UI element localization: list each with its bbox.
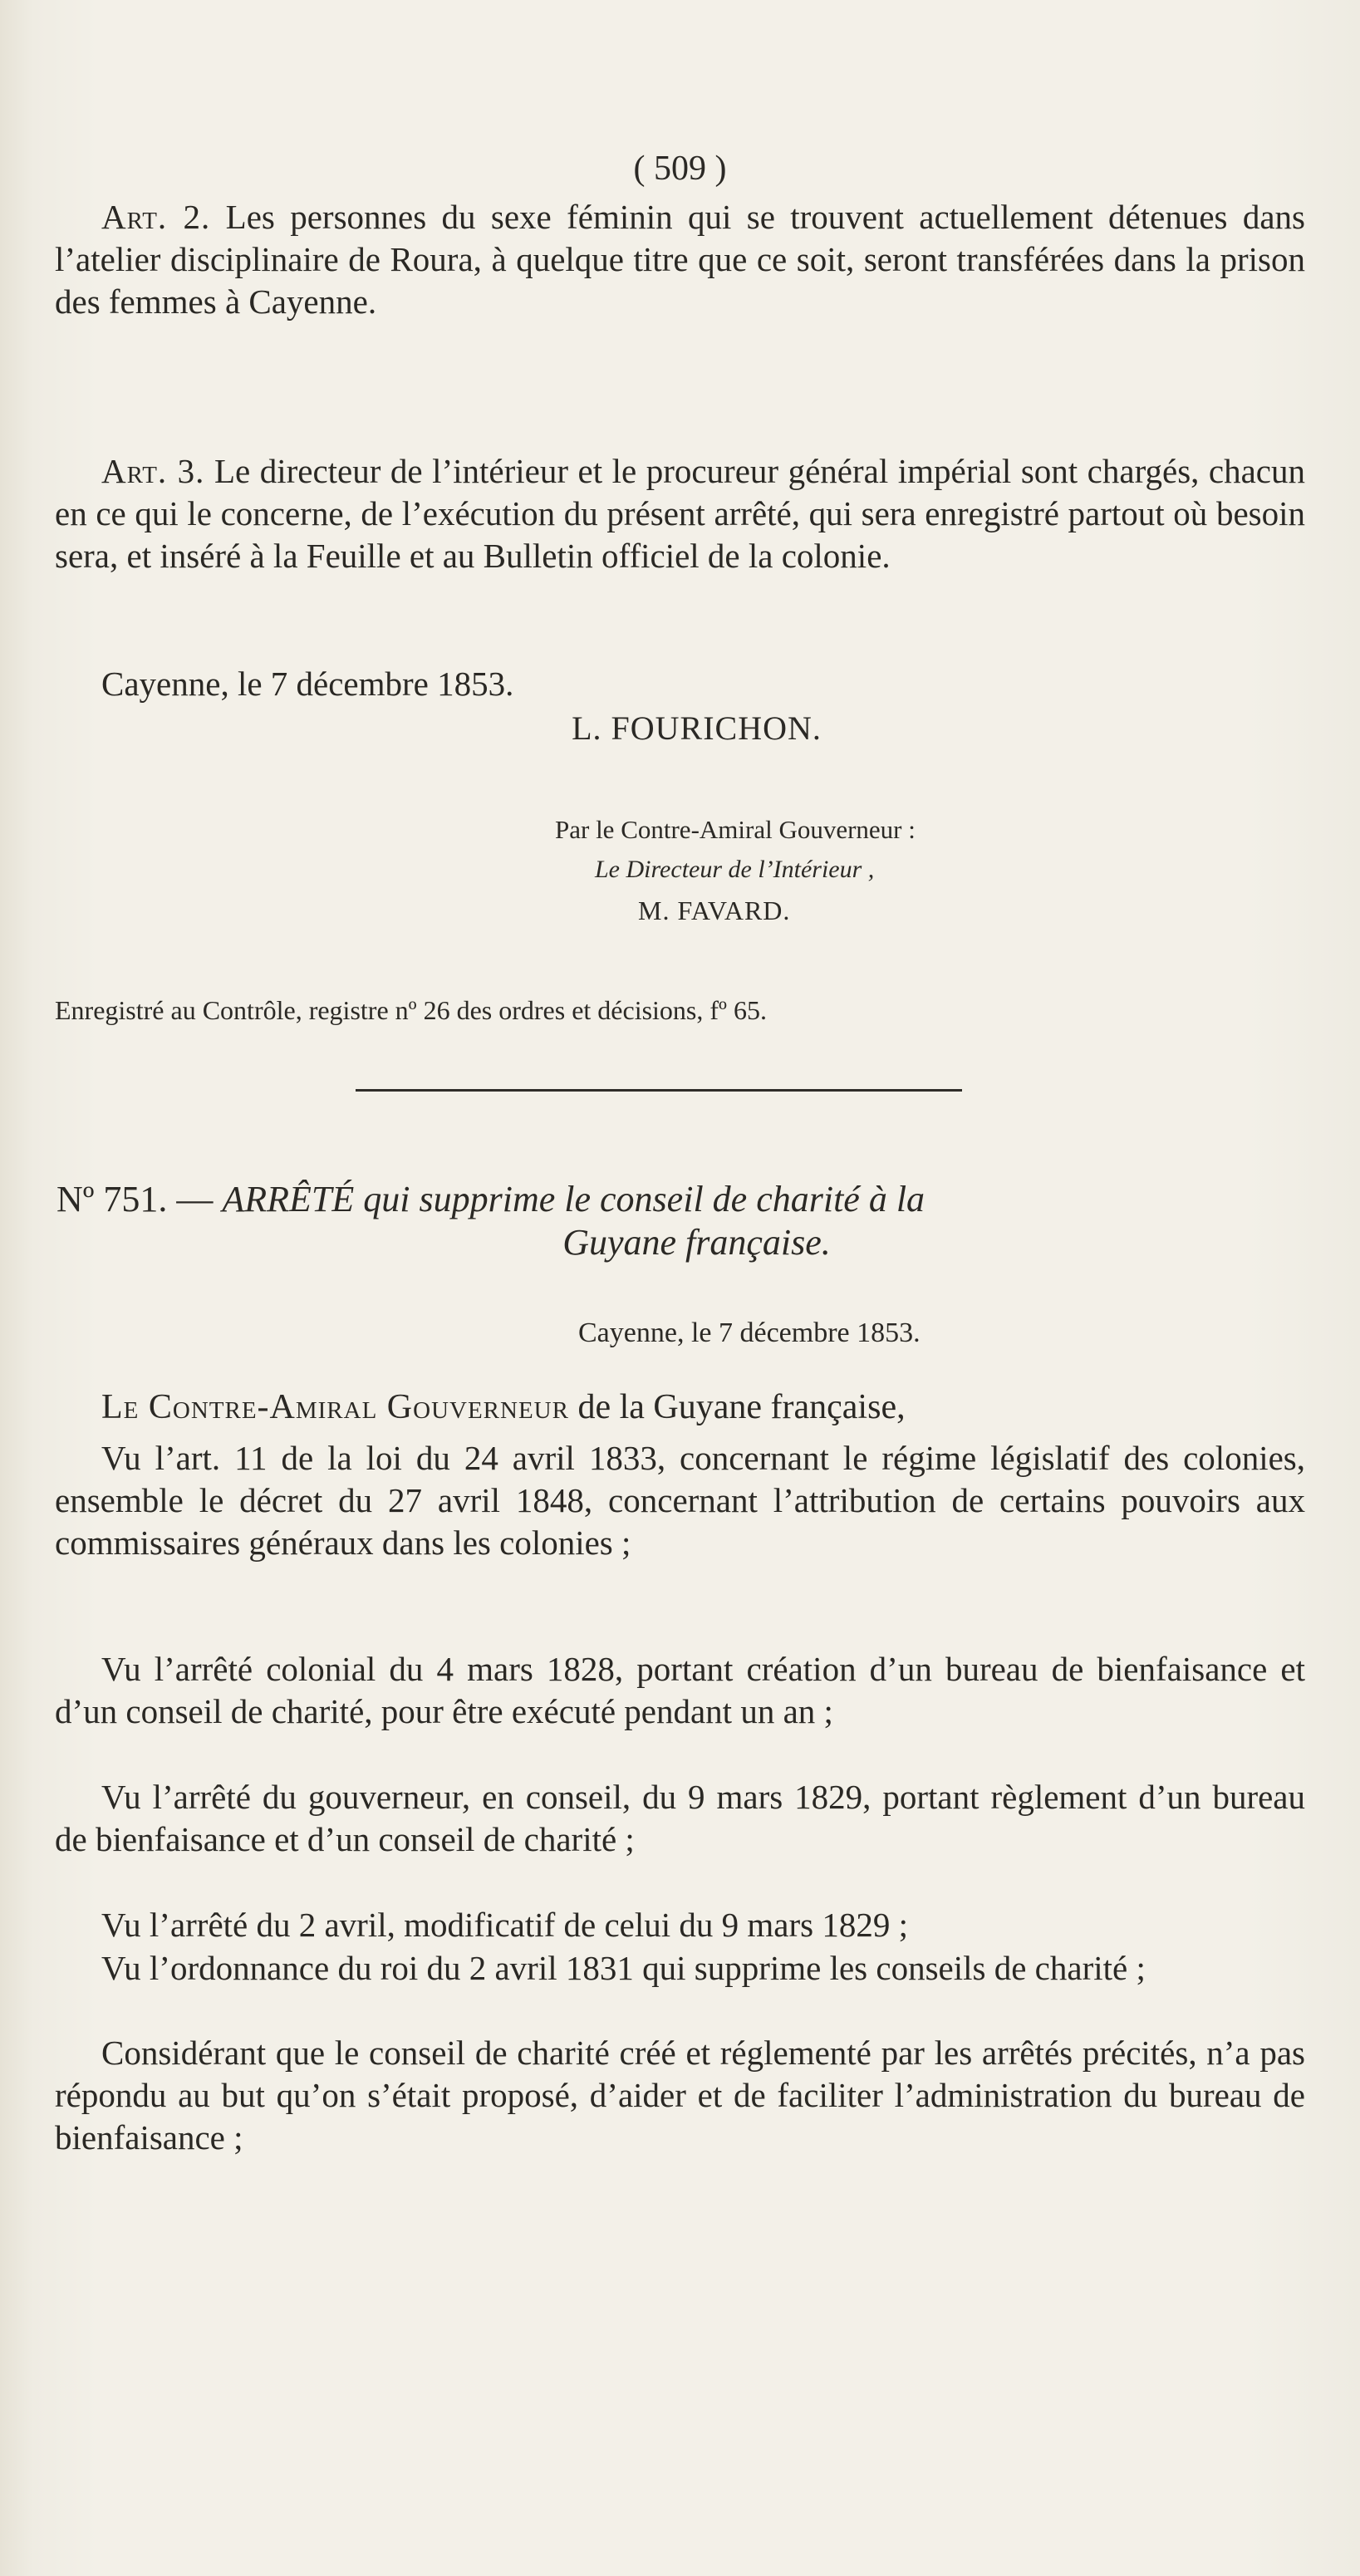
decree-title: ARRÊTÉ qui supprime le conseil de charité à la	[222, 1179, 925, 1219]
article-3	[55, 450, 1305, 666]
section-divider	[356, 1089, 962, 1092]
countersign-role-text: Le Directeur de l’Intérieur ,	[595, 856, 875, 883]
article-2-text: Les personnes du sexe féminin qui se trouvent actuellement détenues dans l’atelier disciplinaire de Roura, à quelque titre que ce soit, seront transférées dans la prison des femmes à Cayenne.	[55, 198, 1305, 321]
preamble	[55, 1386, 1305, 1429]
recital-1-text: Vu l’art. 11 de la loi du 24 avril 1833, concernant le régime législatif des colonies, ensemble le décret du 27 avril 1848, concernant l’attribution de certains pouvoirs aux commissaires généraux dans les colonies ;	[55, 1439, 1305, 1562]
preamble-head: Le Contre-Amiral Gouverneur	[101, 1388, 569, 1426]
preamble-rest: de la Guyane française,	[577, 1388, 906, 1426]
dateline-1	[55, 663, 1305, 705]
recital-3	[55, 1776, 1305, 1861]
decree-number: Nº 751. —	[56, 1179, 214, 1219]
page-number	[0, 148, 1360, 189]
decree-title-2-text: Guyane française.	[562, 1222, 831, 1263]
recital-2	[55, 1648, 1305, 1733]
dateline-2-text: Cayenne, le 7 décembre 1853.	[578, 1317, 921, 1348]
countersign-title	[555, 814, 916, 846]
page-number-text: ( 509 )	[633, 150, 727, 188]
registration-note	[55, 994, 767, 1027]
decree-heading-line-2	[0, 1221, 1360, 1264]
recital-1	[55, 1437, 1305, 1564]
dateline-2	[578, 1316, 921, 1351]
signature	[0, 708, 1360, 749]
recital-4	[55, 1904, 1305, 1946]
considerant-text: Considérant que le conseil de charité créé et réglementé par les arrêtés précités, n’a pas répondu au but qu’on s’était proposé, d’aider et de faciliter l’administration du bureau de bienfaisance ;	[55, 2034, 1305, 2156]
considerant	[55, 2032, 1305, 2159]
recital-5-text: Vu l’ordonnance du roi du 2 avril 1831 qui supprime les conseils de charité ;	[101, 1949, 1146, 1987]
recital-2-text: Vu l’arrêté colonial du 4 mars 1828, portant création d’un bureau de bienfaisance et d’un conseil de charité, pour être exécuté pendant un an ;	[55, 1650, 1305, 1730]
article-3-label: Art. 3.	[101, 452, 205, 490]
signature-text: L. FOURICHON.	[572, 709, 822, 747]
article-2	[55, 196, 1305, 452]
article-3-text: Le directeur de l’intérieur et le procureur général impérial sont chargés, chacun en ce qui le concerne, de l’exécution du présent arrêté, qui sera enregistré partout où besoin sera, et inséré à la Feuille et au Bulletin officiel de la colonie.	[55, 452, 1305, 575]
countersign-title-text: Par le Contre-Amiral Gouverneur :	[555, 815, 916, 844]
countersign-role	[595, 854, 874, 886]
recital-5	[55, 1947, 1305, 1990]
countersign-name-text: M. FAVARD.	[638, 895, 791, 925]
article-2-label: Art. 2.	[101, 198, 211, 236]
registration-note-text: Enregistré au Contrôle, registre nº 26 des ordres et décisions, fº 65.	[55, 995, 767, 1025]
decree-heading	[56, 1178, 1307, 1221]
countersign-name	[638, 894, 790, 927]
recital-4-text: Vu l’arrêté du 2 avril, modificatif de celui du 9 mars 1829 ;	[101, 1906, 908, 1944]
recital-3-text: Vu l’arrêté du gouverneur, en conseil, du 9 mars 1829, portant règlement d’un bureau de bienfaisance et d’un conseil de charité ;	[55, 1778, 1305, 1858]
dateline-1-text: Cayenne, le 7 décembre 1853.	[101, 665, 514, 703]
